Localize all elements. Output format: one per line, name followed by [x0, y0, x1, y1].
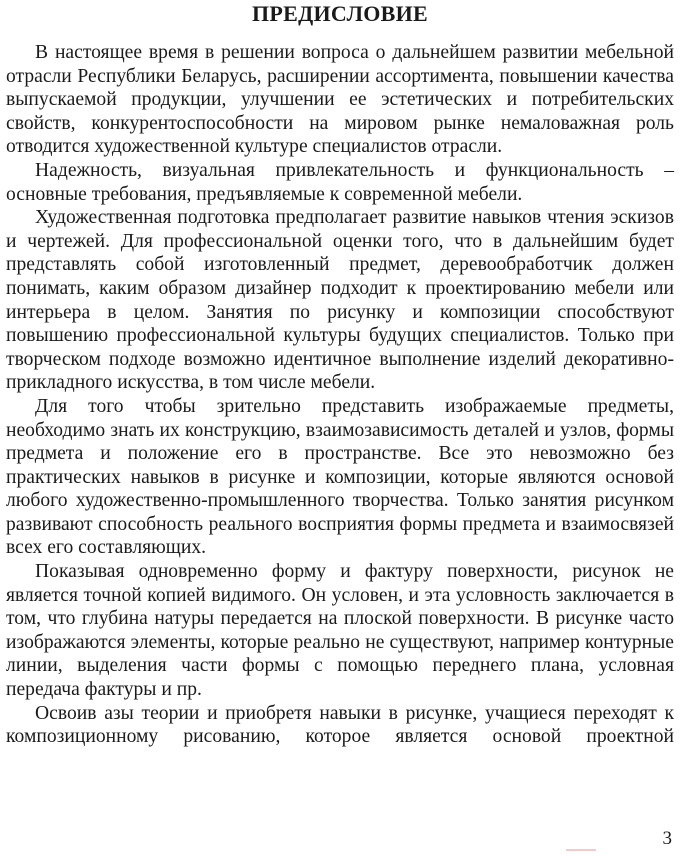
- page-title: ПРЕДИСЛОВИЕ: [251, 1, 429, 26]
- paragraph-2: Надежность, визуальная привлекательность и функциональность – основные требования, предъявляемые к современной мебели.: [6, 159, 674, 205]
- body-text: [6, 41, 674, 749]
- paragraph-5: Показывая одновременно форму и фактуру поверхности, рисунок не является точной копией видимого. Он условен, и эта условность заключается в том, что глубина натуры передается на плоской поверхности. В рисунке часто изображаются элементы, которые реально не существуют, например контурные линии, выделения части формы с помощью переднего плана, условная передача фактуры и пр.: [6, 561, 674, 701]
- paragraph-3: Художественная подготовка предполагает развитие навыков чтения эскизов и чертежей. Для профессиональной оценки того, что в дальнейшим будет представлять собой изготовленный предмет, деревообработчик должен понимать, каким образом дизайнер подходит к проектированию мебели или интерьера в целом. Занятия по рисунку и композиции способствуют повышению профессиональной культуры будущих специалистов. Только при творческом подходе возможно идентичное выполнение изделий декоративно-прикладного искусства, в том числе мебели.: [6, 207, 674, 394]
- paragraph-1: В настоящее время в решении вопроса о дальнейшем развитии мебельной отрасли Республики Беларусь, расширении ассортимента, повышении качества выпускаемой продукции, улучшении ее эстетических и потребительских свойств, конкурентоспособности на мировом рынке немаловажная роль отводится художественной культуре специалистов отрасли.: [6, 42, 674, 158]
- paragraph-4: Для того чтобы зрительно представить изображаемые предметы, необходимо знать их конструкцию, взаимозависимость деталей и узлов, формы предмета и положение его в пространстве. Все это невозможно без практических навыков в рисунке и композиции, которые являются основой любого художественно-промышленного творчества. Только занятия рисунком развивают способность реального восприятия формы предмета и взаимосвязей всех его составляющих.: [6, 395, 674, 559]
- scan-mark: [566, 849, 596, 851]
- page-number: 3: [662, 828, 672, 849]
- paragraph-6: Освоив азы теории и приобретя навыки в рисунке, учащиеся переходят к композиционному рисованию, которое является основой проектной: [6, 702, 674, 748]
